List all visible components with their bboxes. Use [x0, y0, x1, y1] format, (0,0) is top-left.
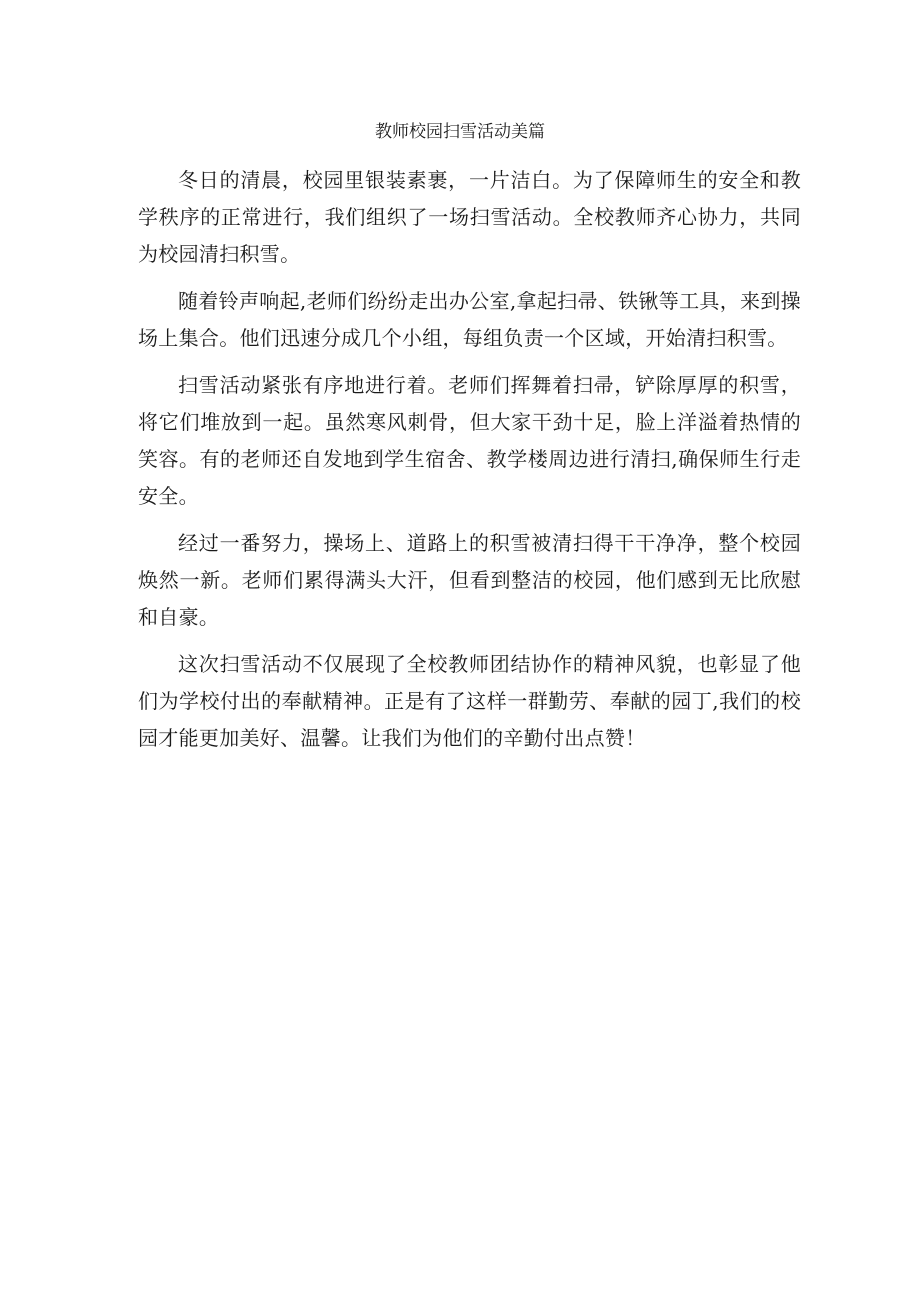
paragraph-5: 这次扫雪活动不仅展现了全校教师团结协作的精神风貌，也彰显了他们为学校付出的奉献精神。正是有了这样一群勤劳、奉献的园丁,我们的校园才能更加美好、温馨。让我们为他们的辛勤付出点赞！	[138, 652, 801, 750]
paragraph-1: 冬日的清晨，校园里银装素裹，一片洁白。为了保障师生的安全和教学秩序的正常进行，我们组织了一场扫雪活动。全校教师齐心协力，共同为校园清扫积雪。	[138, 168, 801, 266]
document-title: 教师校园扫雪活动美篇	[375, 122, 545, 142]
document-body	[138, 162, 801, 767]
paragraph-4: 经过一番努力，操场上、道路上的积雪被清扫得干干净净，整个校园焕然一新。老师们累得满头大汗，但看到整洁的校园，他们感到无比欣慰和自豪。	[138, 531, 801, 629]
paragraph-3: 扫雪活动紧张有序地进行着。老师们挥舞着扫帚，铲除厚厚的积雪，将它们堆放到一起。虽然寒风刺骨，但大家干劲十足，脸上洋溢着热情的笑容。有的老师还自发地到学生宿舍、教学楼周边进行清扫,确保师生行走安全。	[138, 373, 801, 508]
paragraph-2: 随着铃声响起,老师们纷纷走出办公室,拿起扫帚、铁锹等工具，来到操场上集合。他们迅速分成几个小组，每组负责一个区域，开始清扫积雪。	[138, 289, 801, 350]
